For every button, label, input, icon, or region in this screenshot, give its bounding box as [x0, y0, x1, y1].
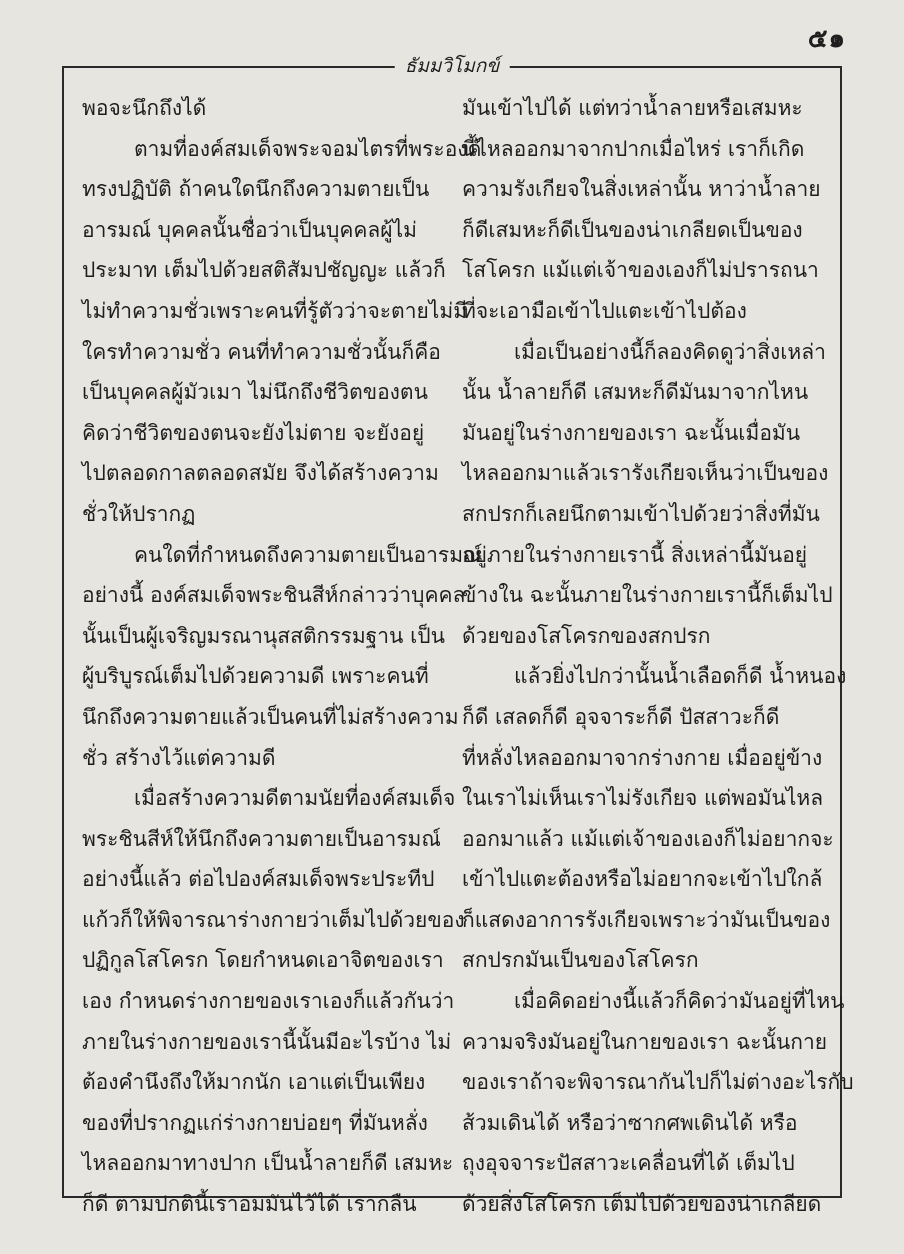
text-line: ตามที่องค์สมเด็จพระจอมไตรที่พระองค์	[134, 136, 482, 161]
text-line: ต้องคำนึงถึงให้มากนัก เอาแต่เป็นเพียง	[82, 1070, 426, 1095]
text-line: สกปรกก็เลยนึกตามเข้าไปด้วยว่าสิ่งที่มัน	[462, 501, 820, 526]
text-line: ที่จะเอามือเข้าไปแตะเข้าไปต้อง	[462, 298, 747, 323]
text-line: ด้วยสิ่งโสโครก เต็มไปด้วยของน่าเกลียด	[462, 1192, 822, 1217]
text-line: เอง กำหนดร่างกายของเราเองก็แล้วกันว่า	[82, 989, 455, 1014]
page-number: ๕๑	[807, 24, 846, 54]
text-line: ก็ดีเสมหะก็ดีเป็นของน่าเกลียดเป็นของ	[462, 217, 803, 242]
text-line: อย่างนี้ องค์สมเด็จพระชินสีห์กล่าวว่าบุคคล	[82, 583, 466, 608]
text-line: คนใดที่กำหนดถึงความตายเป็นอารมณ์	[134, 542, 483, 567]
text-line: ปฏิกูลโสโครก โดยกำหนดเอาจิตของเรา	[82, 948, 444, 973]
text-line: สกปรกมันเป็นของโสโครก	[462, 948, 699, 973]
text-line: นั้นเป็นผู้เจริญมรณานุสสติกรรมฐาน เป็น	[82, 623, 445, 648]
text-line: ก็ดี เสลดก็ดี อุจจาระก็ดี ปัสสาวะก็ดี	[462, 704, 780, 729]
text-line: ผู้บริบูรณ์เต็มไปด้วยความดี เพราะคนที่	[82, 664, 429, 689]
text-line: โสโครก แม้แต่เจ้าของเองก็ไม่ปรารถนา	[462, 258, 819, 283]
text-line: ชั่วให้ปรากฏ	[82, 501, 196, 526]
text-line: ข้างใน ฉะนั้นภายในร่างกายเรานี้ก็เต็มไป	[462, 583, 833, 608]
text-line: คิดว่าชีวิตของตนจะยังไม่ตาย จะยังอยู่	[82, 420, 425, 445]
text-line: ไหลออกมาทางปาก เป็นน้ำลายก็ดี เสมหะ	[82, 1151, 454, 1176]
text-line: ไม่ทำความชั่วเพราะคนที่รู้ตัวว่าจะตายไม่มี	[82, 298, 468, 323]
text-line: มันอยู่ในร่างกายของเรา ฉะนั้นเมื่อมัน	[462, 420, 801, 445]
text-line: อย่างนี้แล้ว ต่อไปองค์สมเด็จพระประทีป	[82, 867, 435, 892]
page-frame	[62, 55, 854, 1217]
text-line: เมื่อเป็นอย่างนี้ก็ลองคิดดูว่าสิ่งเหล่า	[514, 339, 826, 364]
text-line: ไหลออกมาแล้วเรารังเกียจเห็นว่าเป็นของ	[462, 461, 829, 486]
text-line: ประมาท เต็มไปด้วยสติสัมปชัญญะ แล้วก็	[82, 258, 446, 283]
running-head: ธัมมวิโมกข์	[395, 51, 510, 81]
text-line: ก็แสดงอาการรังเกียจเพราะว่ามันเป็นของ	[462, 907, 831, 932]
text-line: นั้น น้ำลายก็ดี เสมหะก็ดีมันมาจากไหน	[462, 380, 809, 405]
text-line: ความรังเกียจในสิ่งเหล่านั้น หาว่าน้ำลาย	[462, 177, 821, 202]
text-line: ของที่ปรากฏแก่ร่างกายบ่อยๆ ที่มันหลั่ง	[82, 1110, 428, 1135]
text-line: นี้ไหลออกมาจากปากเมื่อไหร่ เราก็เกิด	[462, 136, 805, 161]
text-line: ที่หลั่งไหลออกมาจากร่างกาย เมื่ออยู่ข้าง	[462, 745, 823, 770]
left-column	[82, 88, 483, 1225]
text-line: เข้าไปแตะต้องหรือไม่อยากจะเข้าไปใกล้	[462, 867, 823, 892]
text-line: ถุงอุจจาระปัสสาวะเคลื่อนที่ได้ เต็มไป	[462, 1151, 795, 1176]
text-line: พอจะนึกถึงได้	[82, 96, 207, 120]
text-line: แก้วก็ให้พิจารณาร่างกายว่าเต็มไปด้วยของ	[82, 907, 465, 932]
text-line: ส้วมเดินได้ หรือว่าซากศพเดินได้ หรือ	[462, 1110, 798, 1135]
text-line: เมื่อสร้างความดีตามนัยที่องค์สมเด็จ	[134, 786, 456, 811]
text-line: ชั่ว สร้างไว้แต่ความดี	[82, 745, 276, 770]
text-line: มันเข้าไปได้ แต่ทว่าน้ำลายหรือเสมหะ	[462, 96, 803, 120]
text-line: ออกมาแล้ว แม้แต่เจ้าของเองก็ไม่อยากจะ	[462, 826, 834, 851]
text-line: นึกถึงความตายแล้วเป็นคนที่ไม่สร้างความ	[82, 704, 459, 729]
text-line: ทรงปฏิบัติ ถ้าคนใดนึกถึงความตายเป็น	[82, 177, 430, 202]
text-line: ภายในร่างกายของเรานี้นั้นมีอะไรบ้าง ไม่	[82, 1029, 452, 1054]
text-line: ความจริงมันอยู่ในกายของเรา ฉะนั้นกาย	[462, 1029, 828, 1054]
text-line: พระชินสีห์ให้นึกถึงความตายเป็นอารมณ์	[82, 826, 441, 851]
text-line: ไปตลอดกาลตลอดสมัย จึงได้สร้างความ	[82, 461, 439, 486]
text-line: ด้วยของโสโครกของสกปรก	[462, 623, 711, 648]
right-column	[462, 88, 854, 1225]
text-line: ก็ดี ตามปกตินี้เราอมมันไว้ได้ เรากลืน	[82, 1192, 417, 1217]
text-line: ในเราไม่เห็นเราไม่รังเกียจ แต่พอมันไหล	[462, 786, 824, 811]
text-line: แล้วยิ่งไปกว่านั้นน้ำเลือดก็ดี น้ำหนอง	[514, 664, 847, 689]
text-line: อยู่ภายในร่างกายเรานี้ สิ่งเหล่านี้มันอยู่	[462, 542, 808, 567]
text-line: เป็นบุคคลผู้มัวเมา ไม่นึกถึงชีวิตของตน	[82, 380, 428, 405]
text-line: เมื่อคิดอย่างนี้แล้วก็คิดว่ามันอยู่ที่ไหน	[514, 989, 845, 1014]
text-line: อารมณ์ บุคคลนั้นชื่อว่าเป็นบุคคลผู้ไม่	[82, 217, 418, 242]
text-line: ของเราถ้าจะพิจารณากันไปก็ไม่ต่างอะไรกับ	[462, 1070, 854, 1095]
text-line: ใครทำความชั่ว คนที่ทำความชั่วนั้นก็คือ	[82, 339, 441, 364]
